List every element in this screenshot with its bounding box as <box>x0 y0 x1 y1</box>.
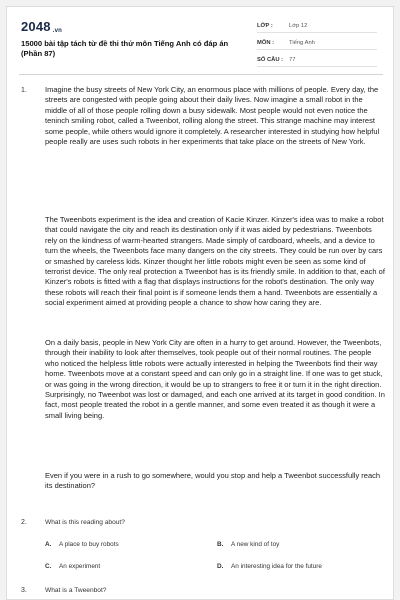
passage-paragraph: On a daily basis, people in New York City are often in a hurry to get around. However, the Tweenbots, through their inability to look after themselves, took people out of their normal routines. The people who noticed the helpless little robots were actually interested in helping the Tweenbots find their way home. Tweenbots move at a constant speed and can only go in a straight line. If one was to get stuck, or was going in the wrong direction, it would be up to strangers to free it or turn it in the right direction. Surprisingly, no Tweenbot was lost or damaged, and each one arrived at its target in good condition. In fact, most people treated the robot in a gentle manner, and some even treated it as though it were a small living being. <box>45 338 385 420</box>
answer-option[interactable] <box>45 541 119 548</box>
meta-count <box>257 53 377 67</box>
question-text: What is a Tweenbot? <box>45 587 107 594</box>
option-letter: C. <box>45 563 52 570</box>
meta-grade <box>257 19 377 33</box>
option-text: An interesting idea for the future <box>231 563 322 570</box>
option-text: A new kind of toy <box>231 541 280 548</box>
meta-subject-value: Tiếng Anh <box>289 39 315 46</box>
passage-paragraph: Imagine the busy streets of New York City, an enormous place with millions of people. Every day, the streets are congested with people going about their daily lives. Now imagine a small robot in the middle of all of those people rolling down a busy sidewalk. Most people would not even notice the teninch smiling robot, called a Tweenbot, rolling along the street. This strange machine may interest some people, while others would ignore it completely. A researcher interested in studying how helpful people really are uses such robots in her experiments that take place on the streets of New York. <box>45 85 380 147</box>
question-number: 1. <box>21 87 27 94</box>
option-text: An experiment <box>59 563 101 570</box>
meta-grade-value: Lớp 12 <box>289 22 308 29</box>
logo-suffix: .vn <box>52 28 63 34</box>
option-text: A place to buy robots <box>59 541 119 548</box>
exam-meta <box>257 19 377 67</box>
answer-option[interactable] <box>217 563 322 570</box>
exam-page <box>6 6 394 600</box>
page-header <box>7 7 393 73</box>
meta-count-value: 77 <box>289 56 296 63</box>
logo-text: 2048 <box>21 19 51 34</box>
question-number: 2. <box>21 519 27 526</box>
answer-option[interactable] <box>217 541 279 548</box>
meta-count-label: SỐ CÂU : <box>257 56 284 63</box>
answer-option[interactable] <box>45 563 100 570</box>
option-letter: B. <box>217 541 224 548</box>
header-divider <box>19 74 383 75</box>
meta-subject-label: MÔN : <box>257 39 275 46</box>
passage-paragraph: The Tweenbots experiment is the idea and creation of Kacie Kinzer. Kinzer's idea was to make a robot that could navigate the city and reach its destination only if it was aided by pedestrians. Tweenbots rely on the kindness of warm-hearted strangers. Made simply of cardboard, wheels, and a device to turn the wheels, the Tweenbots face many dangers on the city streets. They could be run over by cars or smashed by careless kids. Kinzer thought her little robots might even be seen as some kind of terrorist device. The only real protection a Tweenbot has is its friendly smile. In addition to that, each of Kinzer's robots is fitted with a flag that displays instructions for the robot's destination. The only way these robots will reach their final point is if someone lends them a hand. Tweenbots are essentially a social experiment aimed at providing people a chance to show how caring they are. <box>45 215 385 308</box>
question-number: 3. <box>21 587 27 594</box>
site-logo[interactable] <box>21 19 62 34</box>
page-title: 15000 bài tập tách từ đề thi thử môn Tiếng Anh có đáp án (Phần 87) <box>21 39 229 58</box>
meta-subject <box>257 36 377 50</box>
meta-grade-label: LỚP : <box>257 22 273 29</box>
option-letter: A. <box>45 541 52 548</box>
passage-paragraph: Even if you were in a rush to go somewhere, would you stop and help a Tweenbot successfully reach its destination? <box>45 471 381 491</box>
option-letter: D. <box>217 563 224 570</box>
question-text: What is this reading about? <box>45 519 125 526</box>
